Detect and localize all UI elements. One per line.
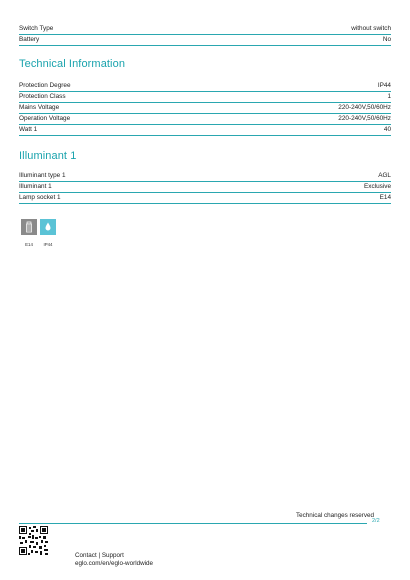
- spec-row-operation-voltage: [19, 114, 391, 125]
- technical-information-heading: Technical Information: [19, 58, 126, 70]
- spec-value: IP44: [377, 82, 391, 89]
- spec-value: 220-240V,50/60Hz: [338, 115, 391, 122]
- spec-label: Watt 1: [19, 126, 38, 133]
- spec-row-mains-voltage: [19, 103, 391, 114]
- e14-socket-icon: [21, 219, 37, 235]
- spec-label: Operation Voltage: [19, 115, 71, 122]
- top-spec-table: [19, 24, 391, 46]
- spec-value: Exclusive: [364, 183, 391, 190]
- spec-row-protection-class: [19, 92, 391, 103]
- contact-support-text: Contact | Support: [75, 552, 124, 559]
- technical-spec-table: [19, 81, 391, 136]
- spec-row-switch-type: [19, 24, 391, 35]
- spec-label: Illuminant 1: [19, 183, 52, 190]
- illuminant-spec-table: [19, 171, 391, 204]
- technical-changes-note: Technical changes reserved: [296, 512, 375, 519]
- spec-row-watt: [19, 125, 391, 136]
- spec-label: Switch Type: [19, 25, 54, 32]
- spec-row-illuminant-type: [19, 171, 391, 182]
- illuminant-heading: Illuminant 1: [19, 150, 77, 162]
- ip44-water-drop-icon: [40, 219, 56, 235]
- qr-code-icon: [19, 526, 48, 555]
- ip44-caption: IP44: [43, 242, 53, 247]
- spec-value: 220-240V,50/60Hz: [338, 104, 391, 111]
- spec-value: 40: [383, 126, 391, 133]
- spec-row-illuminant: [19, 182, 391, 193]
- spec-label: Protection Class: [19, 93, 66, 100]
- website-url[interactable]: eglo.com/en/eglo-worldwide: [75, 560, 154, 567]
- page-number: 2/2: [372, 518, 380, 524]
- spec-label: Protection Degree: [19, 82, 71, 89]
- e14-caption: E14: [25, 242, 33, 247]
- spec-label: Mains Voltage: [19, 104, 60, 111]
- spec-row-lamp-socket: [19, 193, 391, 204]
- spec-value: AGL: [378, 172, 391, 179]
- spec-value: without switch: [351, 25, 391, 32]
- spec-label: Lamp socket 1: [19, 194, 61, 201]
- spec-label: Illuminant type 1: [19, 172, 66, 179]
- spec-row-battery: [19, 35, 391, 46]
- spec-value: 1: [387, 93, 391, 100]
- footer-divider: [19, 523, 367, 524]
- spec-value: No: [382, 36, 391, 43]
- spec-label: Battery: [19, 36, 40, 43]
- spec-value: E14: [379, 194, 391, 201]
- spec-row-protection-degree: [19, 81, 391, 92]
